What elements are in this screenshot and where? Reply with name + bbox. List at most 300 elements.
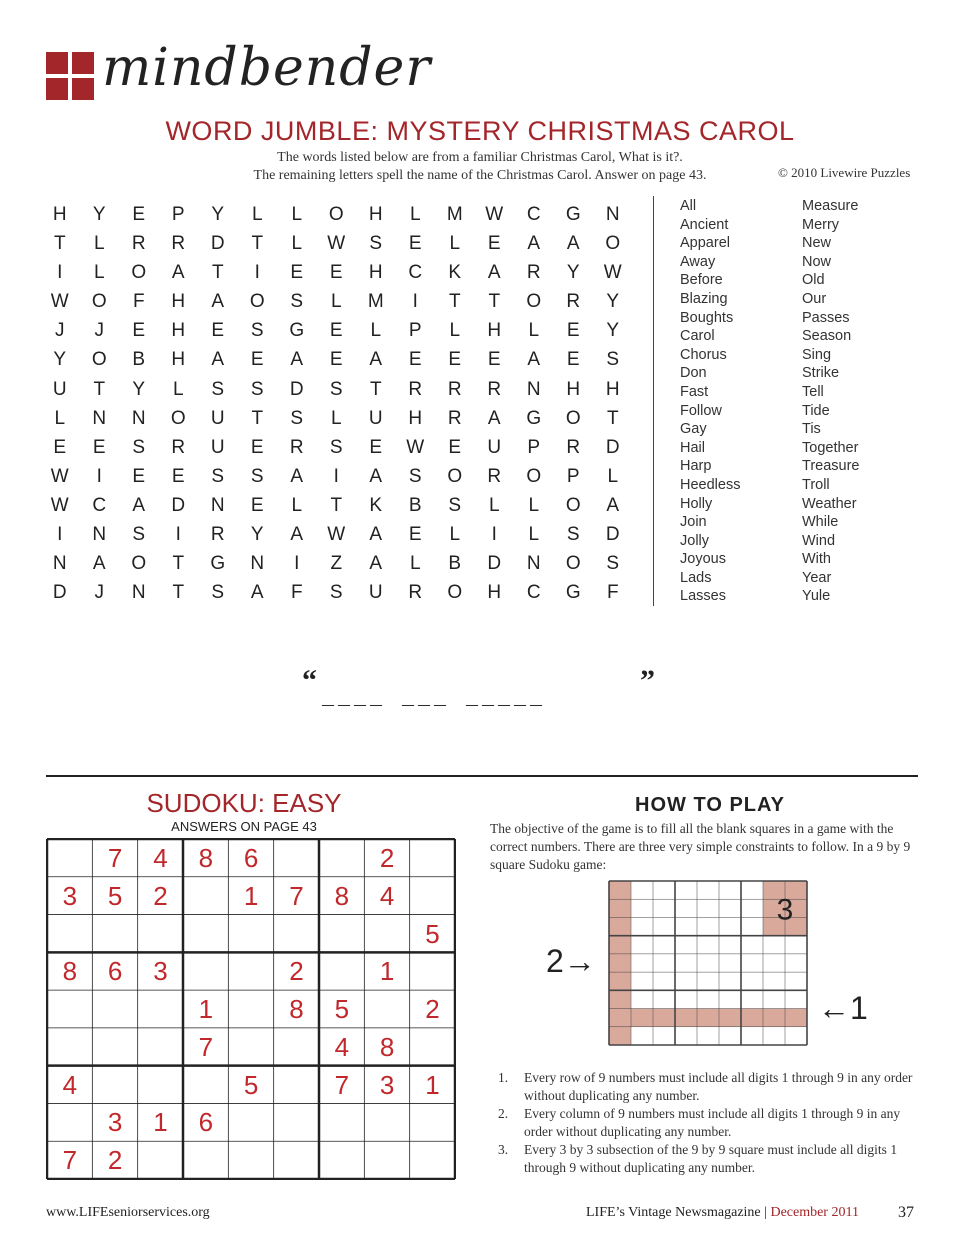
word-grid-letter[interactable]: N (92, 524, 107, 546)
sudoku-empty-cell[interactable] (410, 1103, 456, 1141)
sudoku-given-cell[interactable]: 4 (153, 843, 168, 873)
sudoku-given-cell[interactable]: 1 (153, 1107, 168, 1138)
word-grid-letter[interactable]: U (210, 407, 225, 429)
word-grid-letter[interactable]: R (210, 524, 225, 546)
sudoku-empty-cell[interactable] (228, 990, 274, 1028)
sudoku-empty-cell[interactable] (138, 915, 184, 953)
word-grid-letter[interactable]: G (565, 582, 581, 604)
word-grid-letter[interactable]: F (290, 582, 303, 604)
sudoku-given-cell[interactable]: 3 (153, 956, 168, 987)
sudoku-empty-cell[interactable] (274, 1066, 320, 1104)
word-grid-letter[interactable]: I (96, 465, 102, 487)
word-grid-letter[interactable]: L (291, 204, 303, 225)
word-grid-letter[interactable]: W (485, 204, 504, 225)
sudoku-given-cell[interactable]: 1 (243, 880, 259, 911)
word-grid-letter[interactable]: Z (330, 553, 343, 575)
word-grid-letter[interactable]: Y (566, 262, 580, 284)
word-grid-letter[interactable]: O (565, 494, 581, 516)
word-grid-letter[interactable]: I (333, 465, 339, 487)
word-grid-letter[interactable]: R (566, 291, 581, 313)
sudoku-given-cell[interactable]: 7 (198, 1031, 214, 1062)
sudoku-empty-cell[interactable] (183, 877, 229, 915)
sudoku-given-cell[interactable]: 1 (379, 956, 395, 987)
word-grid-letter[interactable]: S (250, 378, 264, 400)
word-grid-letter[interactable]: L (93, 262, 105, 284)
sudoku-given-cell[interactable]: 3 (379, 1069, 395, 1100)
sudoku-empty-cell[interactable] (364, 1103, 410, 1141)
word-grid-letter[interactable]: U (210, 436, 225, 458)
word-list-item: While (802, 514, 839, 531)
word-grid-letter[interactable]: R (526, 262, 541, 284)
word-grid-letter[interactable]: S (448, 494, 462, 516)
word-grid-letter[interactable]: T (172, 582, 185, 604)
word-grid-letter[interactable]: A (290, 349, 304, 371)
word-grid-letter[interactable]: G (289, 320, 305, 342)
word-grid-letter[interactable]: S (211, 465, 225, 487)
word-grid-letter[interactable]: A (211, 291, 225, 313)
sudoku-empty-cell[interactable] (92, 1066, 138, 1104)
word-grid-letter[interactable]: E (448, 349, 462, 371)
word-grid-letter[interactable]: O (170, 407, 186, 429)
sudoku-empty-cell[interactable] (183, 915, 229, 953)
word-grid-letter[interactable]: L (449, 233, 461, 255)
word-grid-letter[interactable]: L (330, 407, 342, 429)
word-grid-letter[interactable]: O (328, 204, 344, 225)
sudoku-grid[interactable] (46, 838, 456, 1180)
word-grid-letter[interactable]: A (211, 349, 225, 371)
word-grid-letter[interactable]: A (487, 407, 501, 429)
footer-website[interactable]: www.LIFEseniorservices.org (46, 1205, 210, 1220)
word-grid-letter[interactable]: F (606, 582, 619, 604)
answer-blanks[interactable]: ____ ___ _____ (322, 688, 547, 711)
word-grid-letter[interactable]: L (449, 320, 461, 342)
word-grid-letter[interactable]: R (566, 436, 581, 458)
word-grid-letter[interactable]: C (408, 262, 423, 284)
word-grid-letter[interactable]: N (52, 553, 67, 575)
word-grid-letter[interactable]: C (526, 204, 541, 225)
word-grid-letter[interactable]: O (447, 465, 463, 487)
sudoku-given-cell[interactable]: 4 (334, 1031, 350, 1062)
word-grid-letter[interactable]: J (94, 582, 104, 604)
sudoku-given-cell[interactable]: 3 (62, 880, 78, 911)
sudoku-empty-cell[interactable] (410, 952, 456, 990)
sudoku-empty-cell[interactable] (364, 915, 410, 953)
word-grid-letter[interactable]: P (566, 465, 580, 487)
sudoku-given-cell[interactable]: 3 (107, 1107, 123, 1138)
word-grid-letter[interactable]: H (368, 262, 383, 284)
word-grid-letter[interactable]: H (566, 378, 581, 400)
word-grid-letter[interactable]: E (250, 436, 264, 458)
word-grid-letter[interactable]: E (211, 320, 225, 342)
word-grid-letter[interactable]: T (488, 291, 501, 313)
word-grid-letter[interactable]: B (408, 494, 422, 516)
word-grid-letter[interactable]: M (367, 291, 384, 313)
word-grid-letter[interactable]: A (369, 553, 383, 575)
word-grid-letter[interactable]: A (171, 262, 185, 284)
word-grid-letter[interactable]: D (52, 582, 67, 604)
word-grid-letter[interactable]: P (408, 320, 422, 342)
sudoku-given-cell[interactable]: 8 (379, 1031, 395, 1062)
word-grid-letter[interactable]: A (606, 494, 620, 516)
word-grid-letter[interactable]: A (369, 465, 383, 487)
word-grid-letter[interactable]: O (565, 553, 581, 575)
word-grid-letter[interactable]: T (369, 378, 382, 400)
word-grid-letter[interactable]: D (210, 233, 225, 255)
word-grid-letter[interactable]: R (289, 436, 304, 458)
word-grid-letter[interactable]: D (605, 436, 620, 458)
word-grid-letter[interactable]: J (55, 320, 65, 342)
sudoku-empty-cell[interactable] (47, 990, 93, 1028)
word-grid-letter[interactable]: L (449, 524, 461, 546)
sudoku-empty-cell[interactable] (319, 1103, 365, 1141)
word-grid-letter[interactable]: B (132, 349, 146, 371)
word-grid-letter[interactable]: L (607, 465, 619, 487)
sudoku-empty-cell[interactable] (138, 1028, 184, 1066)
sudoku-given-cell[interactable]: 8 (334, 880, 350, 911)
word-grid-letter[interactable]: W (327, 233, 346, 255)
word-grid-letter[interactable]: L (409, 553, 421, 575)
word-list-item: Lasses (680, 588, 726, 605)
word-grid-letter[interactable]: N (92, 407, 107, 429)
word-grid-letter[interactable]: D (171, 494, 186, 516)
word-grid-letter[interactable]: J (94, 320, 104, 342)
sudoku-given-cell[interactable]: 1 (425, 1069, 440, 1100)
word-grid-letter[interactable]: O (249, 291, 265, 313)
word-grid-letter[interactable]: S (606, 349, 620, 371)
word-grid-letter[interactable]: A (566, 233, 580, 255)
word-grid-letter[interactable]: M (446, 204, 463, 225)
sudoku-given-cell[interactable]: 7 (334, 1069, 350, 1100)
word-grid-letter[interactable]: L (488, 494, 500, 516)
word-grid-letter[interactable]: H (408, 407, 423, 429)
word-grid-letter[interactable]: H (52, 204, 67, 225)
word-grid-letter[interactable]: E (53, 436, 67, 458)
word-grid-letter[interactable]: Y (92, 204, 106, 225)
sudoku-empty-cell[interactable] (319, 1141, 365, 1179)
sudoku-empty-cell[interactable] (183, 1141, 229, 1179)
sudoku-empty-cell[interactable] (92, 990, 138, 1028)
word-grid-letter[interactable]: S (211, 582, 225, 604)
word-grid-letter[interactable]: K (369, 494, 383, 516)
word-grid-letter[interactable]: C (92, 494, 107, 516)
word-grid-letter[interactable]: W (50, 291, 69, 313)
word-grid-letter[interactable]: L (370, 320, 382, 342)
word-grid-letter[interactable]: E (132, 465, 146, 487)
word-grid-letter[interactable]: T (93, 378, 106, 400)
sudoku-given-cell[interactable]: 6 (107, 956, 123, 987)
word-grid-letter[interactable]: E (329, 349, 343, 371)
sudoku-given-cell[interactable]: 7 (62, 1145, 78, 1176)
sudoku-empty-cell[interactable] (138, 1141, 184, 1179)
word-grid-letter[interactable]: U (368, 407, 383, 429)
word-grid-letter[interactable]: T (53, 233, 66, 255)
word-grid-letter[interactable]: H (487, 582, 502, 604)
sudoku-empty-cell[interactable] (92, 915, 138, 953)
sudoku-empty-cell[interactable] (228, 952, 274, 990)
word-grid-letter[interactable]: L (330, 291, 342, 313)
word-grid-letter[interactable]: N (131, 407, 146, 429)
word-grid-letter[interactable]: E (566, 349, 580, 371)
word-grid-letter[interactable]: Y (606, 320, 620, 342)
sudoku-empty-cell[interactable] (138, 1066, 184, 1104)
word-grid-letter[interactable]: N (526, 553, 541, 575)
word-grid-letter[interactable]: A (369, 524, 383, 546)
word-grid-letter[interactable]: S (250, 465, 264, 487)
word-grid-letter[interactable]: R (408, 378, 423, 400)
word-grid-letter[interactable]: A (290, 465, 304, 487)
word-grid-letter[interactable]: P (527, 436, 541, 458)
word-grid-letter[interactable]: A (290, 524, 304, 546)
sudoku-empty-cell[interactable] (47, 915, 93, 953)
word-grid-letter[interactable]: L (172, 378, 184, 400)
word-grid-letter[interactable]: S (211, 378, 225, 400)
sudoku-empty-cell[interactable] (274, 1103, 320, 1141)
sudoku-empty-cell[interactable] (228, 1141, 274, 1179)
word-grid-letter[interactable]: H (605, 378, 620, 400)
word-grid-letter[interactable]: R (131, 233, 146, 255)
sudoku-given-cell[interactable]: 5 (425, 918, 440, 949)
word-grid-letter[interactable]: B (448, 553, 462, 575)
sudoku-given-cell[interactable]: 1 (198, 994, 214, 1025)
word-grid-letter[interactable]: U (368, 582, 383, 604)
word-grid-letter[interactable]: R (171, 436, 186, 458)
word-grid-letter[interactable]: N (131, 582, 146, 604)
word-grid-letter[interactable]: E (250, 349, 264, 371)
word-grid-letter[interactable]: S (250, 320, 264, 342)
sudoku-empty-cell[interactable] (319, 839, 365, 877)
word-grid-letter[interactable]: N (210, 494, 225, 516)
word-grid-letter[interactable]: G (210, 553, 226, 575)
word-grid-letter[interactable]: D (289, 378, 304, 400)
word-grid-letter[interactable]: A (132, 494, 146, 516)
sudoku-empty-cell[interactable] (364, 990, 410, 1028)
word-grid-letter[interactable]: S (329, 378, 343, 400)
sudoku-empty-cell[interactable] (319, 915, 365, 953)
word-grid-letter[interactable]: Y (606, 291, 620, 313)
word-grid-letter[interactable]: K (448, 262, 462, 284)
sudoku-given-cell[interactable]: 5 (243, 1069, 259, 1100)
word-grid-letter[interactable]: L (528, 524, 540, 546)
word-grid-letter[interactable]: G (526, 407, 542, 429)
word-grid-letter[interactable]: I (57, 524, 63, 546)
word-grid-letter[interactable]: T (172, 553, 185, 575)
word-grid-letter[interactable]: R (171, 233, 186, 255)
word-grid-letter[interactable]: R (487, 378, 502, 400)
word-grid-letter[interactable]: W (50, 494, 69, 516)
word-grid-letter[interactable]: S (329, 436, 343, 458)
word-grid-letter[interactable]: R (447, 407, 462, 429)
word-grid-letter[interactable]: T (448, 291, 461, 313)
word-grid-letter[interactable]: I (254, 262, 260, 284)
word-grid-letter[interactable]: N (250, 553, 265, 575)
word-grid-letter[interactable]: O (91, 291, 107, 313)
word-list-item: Harp (680, 458, 712, 475)
sudoku-empty-cell[interactable] (183, 1066, 229, 1104)
sudoku-empty-cell[interactable] (228, 1103, 274, 1141)
sudoku-empty-cell[interactable] (228, 1028, 274, 1066)
word-grid-letter[interactable]: I (491, 524, 497, 546)
sudoku-given-cell[interactable]: 8 (62, 956, 78, 987)
word-grid-letter[interactable]: E (290, 262, 304, 284)
sudoku-empty-cell[interactable] (47, 839, 93, 877)
sudoku-given-cell[interactable]: 8 (198, 843, 214, 873)
word-grid-letter[interactable]: E (408, 349, 422, 371)
sudoku-given-cell[interactable]: 2 (425, 994, 440, 1025)
sudoku-given-cell[interactable]: 7 (289, 880, 304, 911)
word-grid-letter[interactable]: R (487, 465, 502, 487)
word-grid-letter[interactable]: E (408, 233, 422, 255)
sudoku-given-cell[interactable]: 5 (334, 994, 350, 1025)
word-grid-letter[interactable]: R (447, 378, 462, 400)
word-grid-letter[interactable]: L (528, 494, 540, 516)
sudoku-given-cell[interactable]: 8 (289, 994, 304, 1025)
sudoku-given-cell[interactable]: 4 (379, 880, 395, 911)
word-grid-letter[interactable]: S (290, 291, 304, 313)
word-grid-letter[interactable]: I (57, 262, 63, 284)
word-grid-letter[interactable]: N (605, 204, 620, 225)
word-grid-letter[interactable]: Y (250, 524, 264, 546)
word-grid-letter[interactable]: O (526, 291, 542, 313)
word-grid-letter[interactable]: O (605, 233, 621, 255)
sudoku-empty-cell[interactable] (274, 915, 320, 953)
sudoku-given-cell[interactable]: 6 (243, 843, 259, 873)
word-grid-letter[interactable]: I (175, 524, 181, 546)
word-grid-letter[interactable]: T (251, 233, 264, 255)
word-grid-letter[interactable]: E (171, 465, 185, 487)
sudoku-given-cell[interactable]: 2 (289, 956, 304, 987)
word-grid-letter[interactable]: H (368, 204, 383, 225)
word-grid-letter[interactable]: A (92, 553, 106, 575)
word-grid-letter[interactable]: O (131, 262, 147, 284)
sudoku-given-cell[interactable]: 2 (153, 880, 168, 911)
word-grid-letter[interactable]: A (487, 262, 501, 284)
word-grid-letter[interactable]: L (54, 407, 66, 429)
word-list-item: New (802, 235, 832, 252)
word-grid-letter[interactable]: O (447, 582, 463, 604)
word-grid-letter[interactable]: Y (132, 378, 146, 400)
sudoku-empty-cell[interactable] (183, 952, 229, 990)
word-grid-letter[interactable]: A (369, 349, 383, 371)
word-grid-letter[interactable]: E (487, 349, 501, 371)
word-grid-letter[interactable]: E (448, 436, 462, 458)
word-grid-letter[interactable]: T (606, 407, 619, 429)
sudoku-given-cell[interactable]: 7 (107, 843, 123, 873)
word-grid-letter[interactable]: S (290, 407, 304, 429)
word-grid-letter[interactable]: H (171, 291, 186, 313)
word-grid-letter[interactable]: E (369, 436, 383, 458)
word-grid-letter[interactable]: C (526, 582, 541, 604)
sudoku-given-cell[interactable]: 5 (107, 880, 123, 911)
sudoku-empty-cell[interactable] (410, 1028, 456, 1066)
word-grid-letter[interactable]: F (132, 291, 145, 313)
word-grid-letter[interactable]: O (131, 553, 147, 575)
sudoku-given-cell[interactable]: 2 (107, 1145, 123, 1176)
word-grid-letter[interactable]: W (50, 465, 69, 487)
sudoku-given-cell[interactable]: 6 (198, 1107, 214, 1138)
word-grid-letter[interactable]: L (93, 233, 105, 255)
sudoku-empty-cell[interactable] (274, 1141, 320, 1179)
word-grid-letter[interactable]: D (487, 553, 502, 575)
word-grid-letter[interactable]: U (52, 378, 67, 400)
word-grid-letter[interactable]: P (171, 204, 185, 225)
sudoku-empty-cell[interactable] (228, 915, 274, 953)
word-grid-letter[interactable]: E (250, 494, 264, 516)
word-grid-letter[interactable]: Y (211, 204, 225, 225)
word-grid-letter[interactable]: O (565, 407, 581, 429)
word-grid-letter[interactable]: E (566, 320, 580, 342)
word-grid-letter[interactable]: Y (53, 349, 67, 371)
word-grid-letter[interactable]: L (291, 494, 303, 516)
word-grid-letter[interactable]: O (91, 349, 107, 371)
word-grid-letter[interactable]: E (329, 320, 343, 342)
word-grid-letter[interactable]: I (412, 291, 418, 313)
word-grid-letter[interactable]: L (528, 320, 540, 342)
word-grid-letter[interactable]: S (329, 582, 343, 604)
word-grid-letter[interactable]: E (487, 233, 501, 255)
word-grid-letter[interactable]: L (291, 233, 303, 255)
word-grid-letter[interactable]: H (487, 320, 502, 342)
sudoku-empty-cell[interactable] (138, 990, 184, 1028)
word-grid-letter[interactable]: E (408, 524, 422, 546)
word-grid-letter[interactable]: U (487, 436, 502, 458)
word-grid-letter[interactable]: S (566, 524, 580, 546)
sudoku-empty-cell[interactable] (319, 952, 365, 990)
word-grid-letter[interactable]: E (329, 262, 343, 284)
word-grid-letter[interactable]: S (369, 233, 383, 255)
sudoku-empty-cell[interactable] (410, 1141, 456, 1179)
word-grid-letter[interactable]: G (565, 204, 581, 225)
sudoku-empty-cell[interactable] (92, 1028, 138, 1066)
word-grid-letter[interactable]: E (132, 204, 146, 225)
word-grid-letter[interactable]: E (92, 436, 106, 458)
word-grid-letter[interactable]: L (251, 204, 263, 225)
sudoku-empty-cell[interactable] (47, 1103, 93, 1141)
word-grid-letter[interactable]: S (132, 436, 146, 458)
sudoku-empty-cell[interactable] (364, 1141, 410, 1179)
word-grid-letter[interactable]: O (526, 465, 542, 487)
sudoku-empty-cell[interactable] (410, 877, 456, 915)
word-grid-letter[interactable]: S (606, 553, 620, 575)
sudoku-empty-cell[interactable] (47, 1028, 93, 1066)
word-grid-letter[interactable]: T (251, 407, 264, 429)
word-list-item: With (802, 551, 831, 568)
sudoku-empty-cell[interactable] (274, 1028, 320, 1066)
sudoku-empty-cell[interactable] (274, 839, 320, 877)
word-grid-letter[interactable]: A (527, 233, 541, 255)
word-grid-letter[interactable]: N (526, 378, 541, 400)
word-grid-letter[interactable]: I (294, 553, 300, 575)
sudoku-empty-cell[interactable] (410, 839, 456, 877)
word-grid-letter[interactable]: H (171, 320, 186, 342)
word-grid-letter[interactable]: L (409, 204, 421, 225)
word-grid-letter[interactable]: A (527, 349, 541, 371)
sudoku-given-cell[interactable]: 2 (379, 843, 395, 873)
word-grid-letter[interactable]: E (132, 320, 146, 342)
word-grid-letter[interactable]: D (605, 524, 620, 546)
word-grid-letter[interactable]: R (408, 582, 423, 604)
word-grid-letter[interactable]: A (250, 582, 264, 604)
word-grid-letter[interactable]: W (327, 524, 346, 546)
word-grid-letter[interactable]: T (330, 494, 343, 516)
word-grid-letter[interactable]: W (603, 262, 622, 284)
word-grid-letter[interactable]: T (211, 262, 224, 284)
word-grid-letter[interactable]: S (132, 524, 146, 546)
word-grid-letter[interactable]: W (406, 436, 425, 458)
word-grid-letter[interactable]: S (408, 465, 422, 487)
word-grid-letter[interactable]: H (171, 349, 186, 371)
sudoku-given-cell[interactable]: 4 (62, 1069, 78, 1100)
word-search-grid[interactable] (40, 200, 640, 607)
